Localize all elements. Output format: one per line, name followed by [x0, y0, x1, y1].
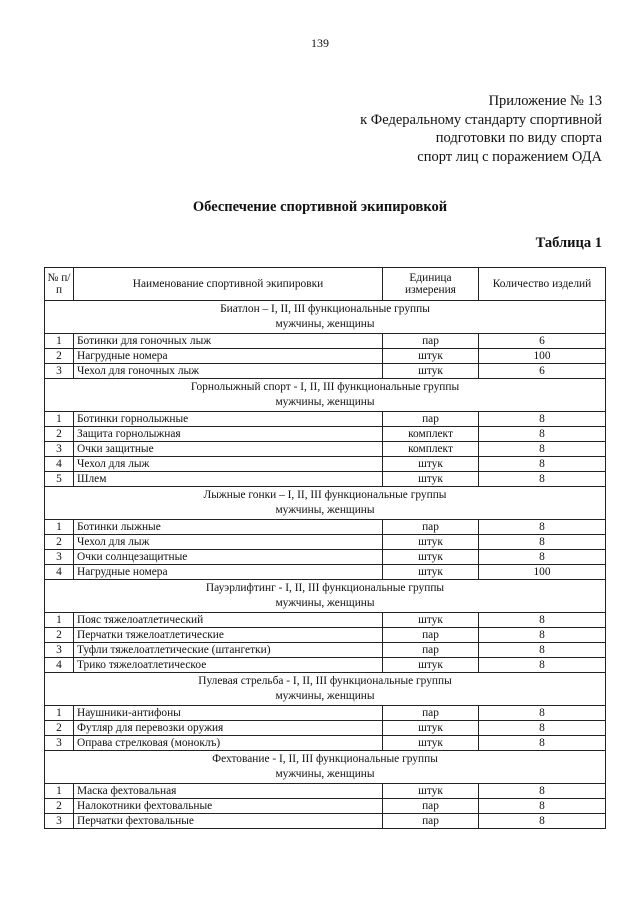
cell-unit: пар [383, 628, 479, 643]
cell-num: 2 [45, 721, 74, 736]
cell-name: Туфли тяжелоатлетические (штангетки) [74, 643, 383, 658]
group-title: Биатлон – I, II, III функциональные группы [220, 303, 430, 315]
header-name: Наименование спортивной экипировки [74, 268, 383, 301]
cell-num: 4 [45, 658, 74, 673]
cell-num: 1 [45, 520, 74, 535]
cell-num: 2 [45, 427, 74, 442]
cell-name: Нагрудные номера [74, 349, 383, 364]
cell-qty: 8 [479, 427, 606, 442]
table-row [45, 472, 606, 487]
cell-unit: штук [383, 613, 479, 628]
cell-name: Оправа стрелковая (моноклъ) [74, 736, 383, 751]
cell-qty: 8 [479, 814, 606, 829]
cell-qty: 6 [479, 364, 606, 379]
cell-num: 3 [45, 643, 74, 658]
group-subtitle: мужчины, женщины [275, 396, 375, 408]
cell-num: 1 [45, 706, 74, 721]
table-row [45, 334, 606, 349]
cell-name: Футляр для перевозки оружия [74, 721, 383, 736]
cell-name: Наушники-антифоны [74, 706, 383, 721]
table-header-row [45, 268, 606, 301]
group-title: Пулевая стрельба - I, II, III функциональные группы [198, 675, 452, 687]
table-label: Таблица 1 [535, 235, 602, 251]
cell-name: Ботинки горнолыжные [74, 412, 383, 427]
page-number: 139 [311, 36, 329, 50]
appendix-line: к Федеральному стандарту спортивной [360, 111, 602, 128]
table-row [45, 565, 606, 580]
header-qty: Количество изделий [479, 268, 606, 301]
cell-qty: 6 [479, 334, 606, 349]
cell-num: 2 [45, 535, 74, 550]
table-row [45, 706, 606, 721]
table-row [45, 457, 606, 472]
header-num: № п/п [45, 268, 74, 301]
table-row [45, 427, 606, 442]
group-subtitle: мужчины, женщины [275, 597, 375, 609]
cell-name: Шлем [74, 472, 383, 487]
group-header-cell [45, 673, 606, 706]
table-row [45, 784, 606, 799]
cell-name: Перчатки тяжелоатлетические [74, 628, 383, 643]
cell-num: 1 [45, 613, 74, 628]
table-row [45, 349, 606, 364]
cell-qty: 8 [479, 721, 606, 736]
table-body [45, 301, 606, 829]
table-row [45, 721, 606, 736]
cell-name: Чехол для гоночных лыж [74, 364, 383, 379]
cell-name: Чехол для лыж [74, 457, 383, 472]
cell-num: 3 [45, 814, 74, 829]
table-row [45, 364, 606, 379]
cell-qty: 8 [479, 412, 606, 427]
header-unit: Единица измерения [383, 268, 479, 301]
group-header-row [45, 673, 606, 706]
appendix-line: спорт лиц с поражением ОДА [417, 148, 602, 165]
cell-qty: 8 [479, 613, 606, 628]
table-row [45, 628, 606, 643]
cell-unit: штук [383, 784, 479, 799]
cell-name: Перчатки фехтовальные [74, 814, 383, 829]
cell-qty: 8 [479, 535, 606, 550]
cell-qty: 8 [479, 799, 606, 814]
group-subtitle: мужчины, женщины [275, 318, 375, 330]
cell-unit: пар [383, 706, 479, 721]
cell-unit: штук [383, 535, 479, 550]
cell-qty: 8 [479, 442, 606, 457]
cell-num: 5 [45, 472, 74, 487]
cell-unit: комплект [383, 427, 479, 442]
cell-name: Пояс тяжелоатлетический [74, 613, 383, 628]
cell-qty: 8 [479, 658, 606, 673]
cell-unit: штук [383, 550, 479, 565]
cell-name: Трико тяжелоатлетическое [74, 658, 383, 673]
cell-unit: пар [383, 799, 479, 814]
cell-num: 3 [45, 442, 74, 457]
cell-num: 1 [45, 412, 74, 427]
table-row [45, 442, 606, 457]
cell-num: 2 [45, 628, 74, 643]
cell-name: Ботинки для гоночных лыж [74, 334, 383, 349]
table-row [45, 412, 606, 427]
cell-num: 3 [45, 736, 74, 751]
cell-qty: 8 [479, 472, 606, 487]
cell-unit: штук [383, 565, 479, 580]
group-title: Фехтование - I, II, III функциональные группы [212, 753, 438, 765]
group-subtitle: мужчины, женщины [275, 504, 375, 516]
cell-qty: 8 [479, 736, 606, 751]
cell-qty: 8 [479, 520, 606, 535]
cell-unit: штук [383, 349, 479, 364]
document-title: Обеспечение спортивной экипировкой [192, 199, 448, 215]
group-header-cell [45, 487, 606, 520]
table-row [45, 550, 606, 565]
cell-name: Очки солнцезащитные [74, 550, 383, 565]
table-row [45, 535, 606, 550]
cell-unit: комплект [383, 442, 479, 457]
group-header-row [45, 379, 606, 412]
cell-name: Очки защитные [74, 442, 383, 457]
group-header-row [45, 751, 606, 784]
group-header-cell [45, 379, 606, 412]
cell-num: 4 [45, 565, 74, 580]
cell-qty: 8 [479, 550, 606, 565]
table-row [45, 520, 606, 535]
group-header-cell [45, 751, 606, 784]
cell-unit: штук [383, 364, 479, 379]
group-header-row [45, 487, 606, 520]
cell-unit: пар [383, 520, 479, 535]
cell-name: Налокотники фехтовальные [74, 799, 383, 814]
cell-name: Нагрудные номера [74, 565, 383, 580]
table-row [45, 658, 606, 673]
cell-qty: 100 [479, 565, 606, 580]
cell-unit: пар [383, 412, 479, 427]
group-header-cell [45, 580, 606, 613]
cell-qty: 8 [479, 628, 606, 643]
cell-unit: штук [383, 736, 479, 751]
cell-unit: штук [383, 472, 479, 487]
cell-qty: 8 [479, 457, 606, 472]
cell-num: 1 [45, 334, 74, 349]
cell-qty: 100 [479, 349, 606, 364]
cell-unit: штук [383, 658, 479, 673]
cell-unit: пар [383, 334, 479, 349]
cell-num: 3 [45, 364, 74, 379]
cell-num: 4 [45, 457, 74, 472]
cell-num: 1 [45, 784, 74, 799]
cell-num: 2 [45, 799, 74, 814]
cell-name: Маска фехтовальная [74, 784, 383, 799]
table-row [45, 799, 606, 814]
cell-name: Чехол для лыж [74, 535, 383, 550]
appendix-header [360, 92, 602, 166]
cell-name: Ботинки лыжные [74, 520, 383, 535]
table-row [45, 814, 606, 829]
cell-num: 3 [45, 550, 74, 565]
cell-unit: пар [383, 814, 479, 829]
cell-num: 2 [45, 349, 74, 364]
group-subtitle: мужчины, женщины [275, 690, 375, 702]
group-header-row [45, 580, 606, 613]
table-row [45, 736, 606, 751]
cell-qty: 8 [479, 706, 606, 721]
group-title: Лыжные гонки – I, II, III функциональные группы [203, 489, 447, 501]
table-row [45, 613, 606, 628]
cell-unit: пар [383, 643, 479, 658]
table-row [45, 643, 606, 658]
cell-unit: штук [383, 721, 479, 736]
appendix-line: Приложение № 13 [488, 93, 602, 109]
group-header-cell [45, 301, 606, 334]
cell-unit: штук [383, 457, 479, 472]
group-title: Горнолыжный спорт - I, II, III функциональные группы [190, 381, 460, 393]
cell-qty: 8 [479, 784, 606, 799]
group-subtitle: мужчины, женщины [275, 768, 375, 780]
group-title: Пауэрлифтинг - I, II, III функциональные группы [205, 582, 445, 594]
appendix-line: подготовки по виду спорта [435, 130, 602, 146]
cell-qty: 8 [479, 643, 606, 658]
group-header-row [45, 301, 606, 334]
cell-name: Защита горнолыжная [74, 427, 383, 442]
equipment-table [44, 267, 606, 829]
